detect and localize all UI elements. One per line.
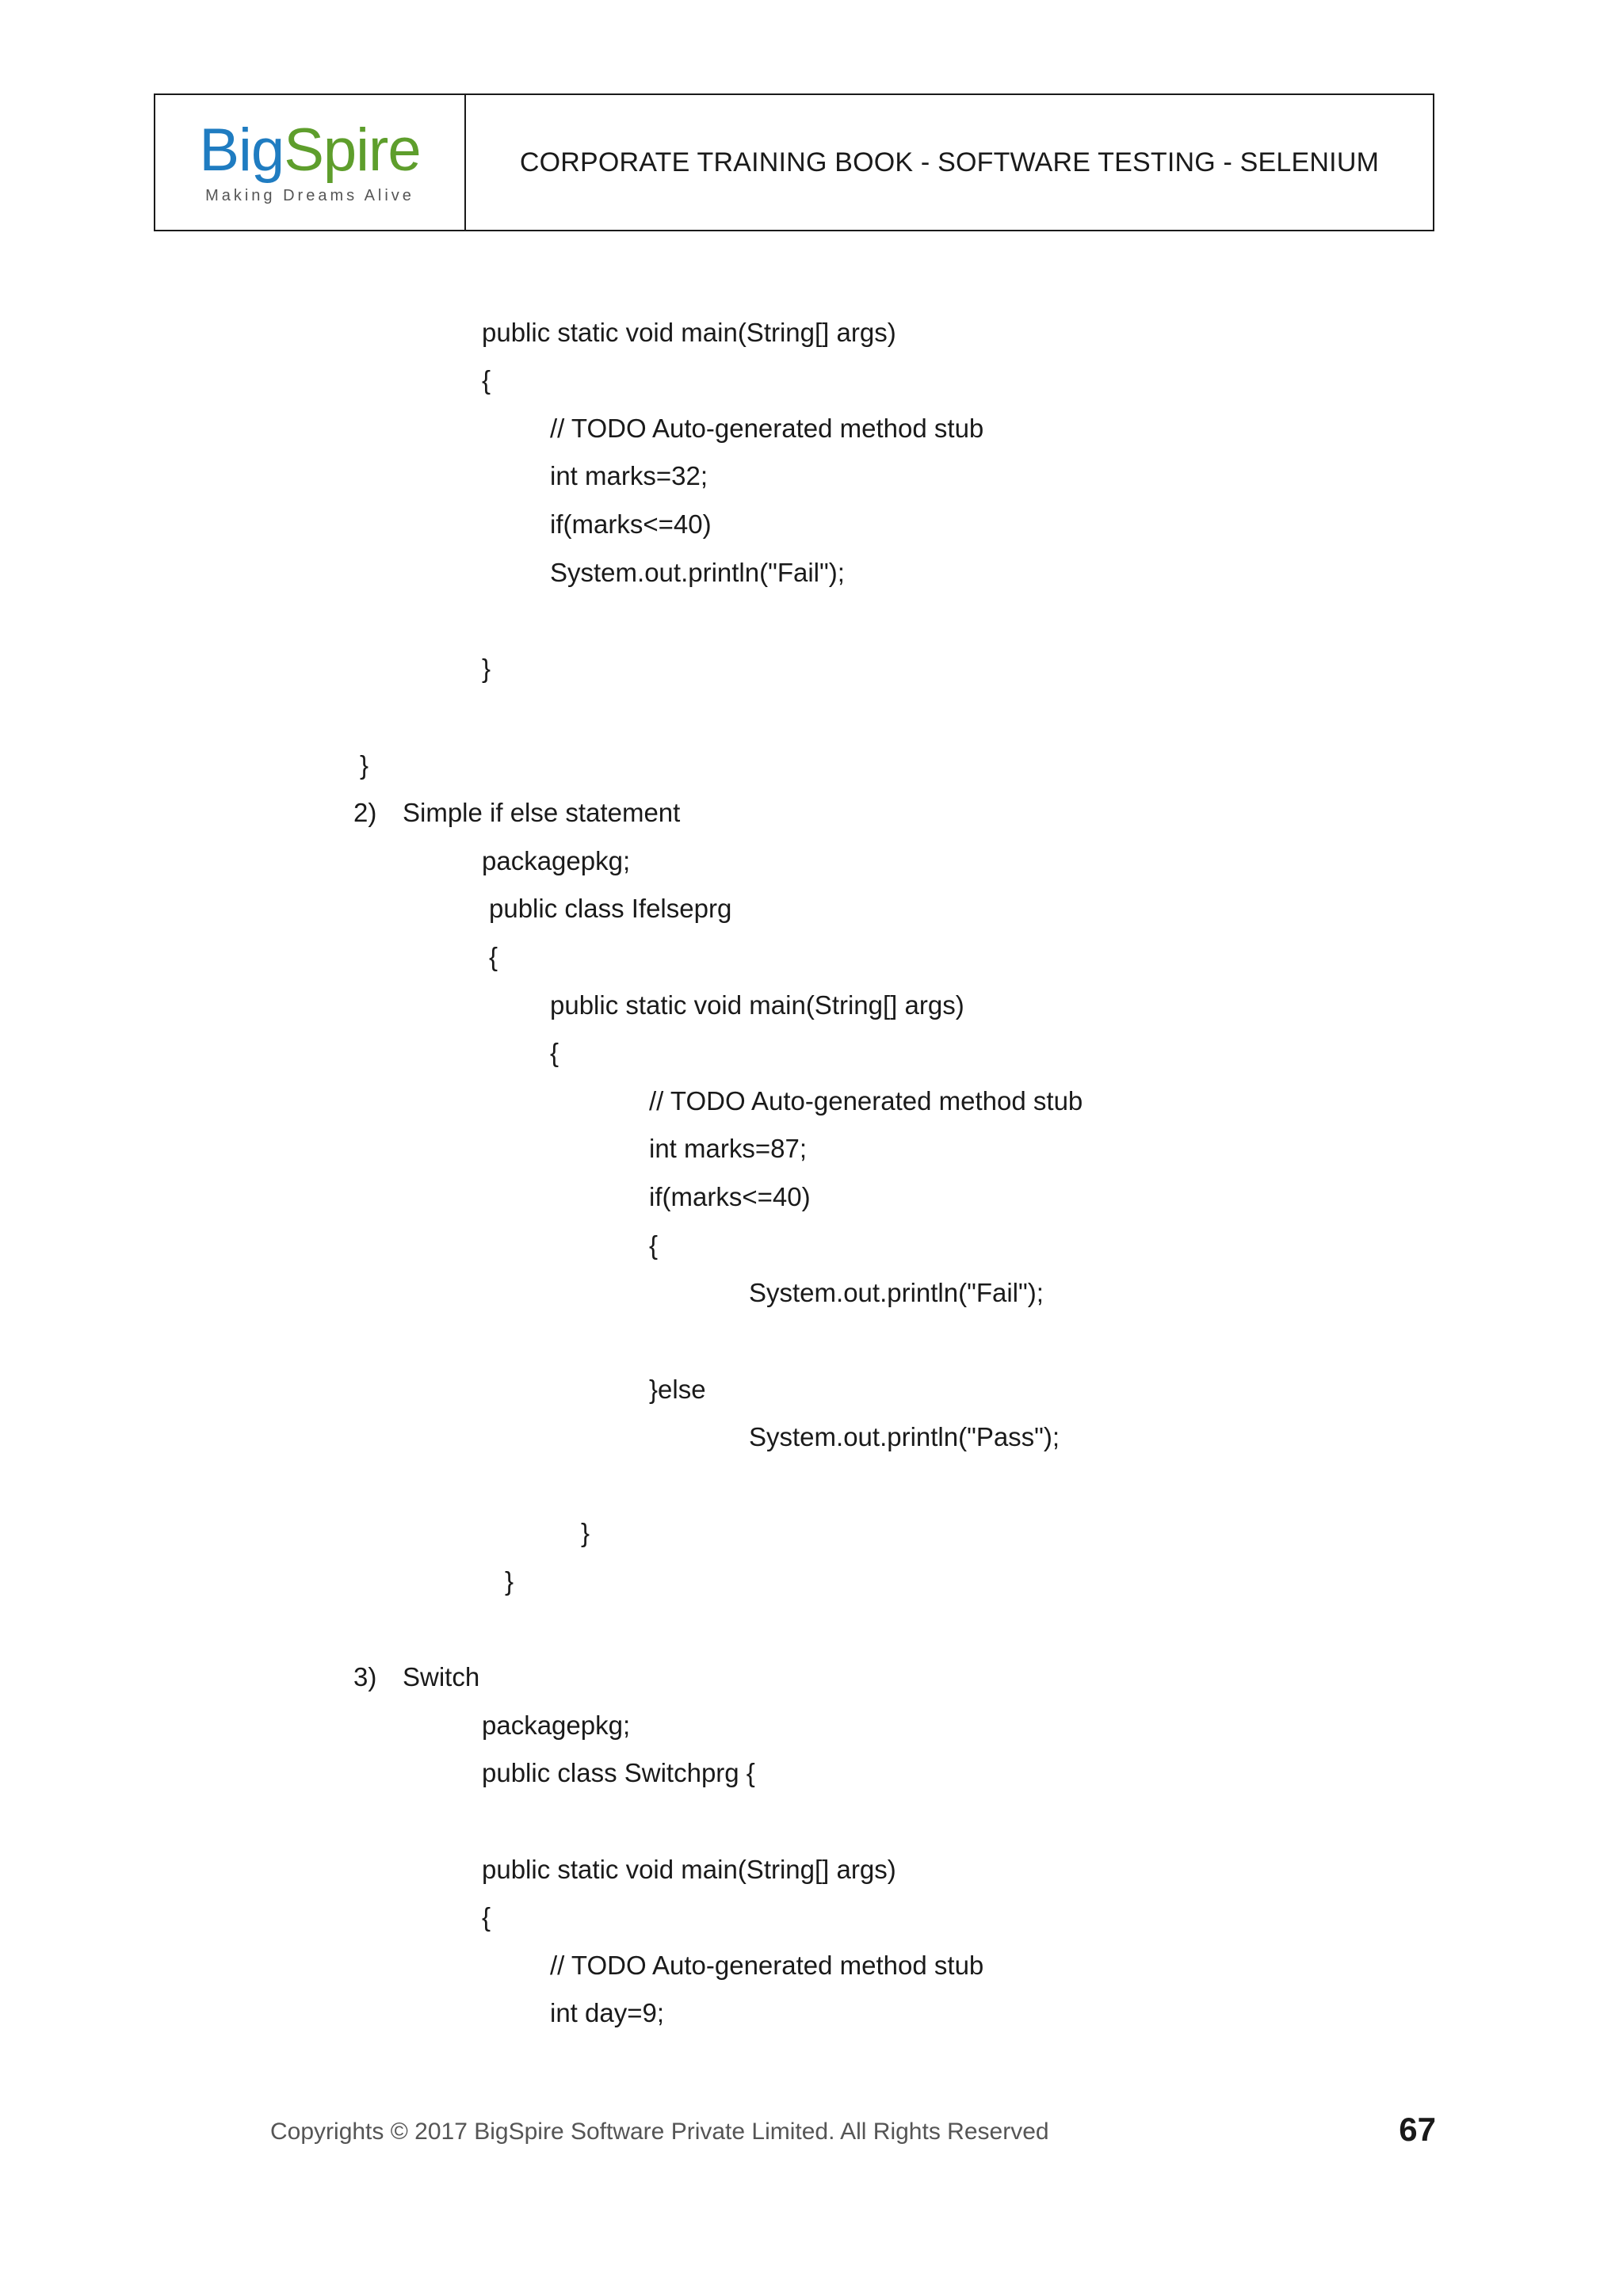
code-line: System.out.println("Fail");: [749, 1278, 1044, 1307]
list-number: 2): [353, 798, 377, 827]
code-line: System.out.println("Fail");: [550, 558, 845, 587]
code-line: public class Switchprg {: [482, 1758, 755, 1787]
code-line: {: [550, 1038, 559, 1067]
book-title: CORPORATE TRAINING BOOK - SOFTWARE TESTING - SELENIUM: [519, 147, 1380, 177]
code-line: // TODO Auto-generated method stub: [550, 1951, 984, 1980]
code-line: packagepkg;: [482, 1711, 631, 1740]
footer-copyright: Copyrights © 2017 BigSpire Software Private Limited. All Rights Reserved: [270, 2119, 1049, 2145]
code-line: {: [482, 365, 491, 395]
logo-wordmark: [199, 116, 421, 184]
code-line: }: [360, 750, 369, 780]
code-line: }: [482, 654, 491, 683]
code-line: int day=9;: [550, 1998, 665, 2027]
code-line: {: [489, 942, 498, 971]
code-line: public class Ifelseprg: [489, 894, 732, 923]
page-number: 67: [1399, 2111, 1436, 2148]
logo-tagline: Making Dreams Alive: [205, 186, 414, 204]
bigspire-logo: [155, 95, 466, 230]
code-line: }: [581, 1518, 590, 1547]
code-line: // TODO Auto-generated method stub: [550, 414, 984, 443]
code-line: public static void main(String[] args): [482, 318, 896, 347]
code-line: {: [482, 1902, 491, 1932]
code-line: {: [649, 1230, 659, 1260]
code-line: // TODO Auto-generated method stub: [649, 1086, 1083, 1116]
code-line: System.out.println("Pass");: [749, 1422, 1060, 1451]
code-line: if(marks<=40): [550, 509, 712, 539]
logo-big-text: Big: [199, 116, 285, 184]
section-heading: Switch: [403, 1662, 480, 1691]
code-line: }: [505, 1566, 514, 1596]
section-heading: Simple if else statement: [403, 798, 681, 827]
code-line: public static void main(String[] args): [482, 1855, 896, 1884]
list-number: 3): [353, 1662, 377, 1691]
code-line: if(marks<=40): [649, 1182, 811, 1211]
code-line: packagepkg;: [482, 846, 631, 875]
code-line: int marks=32;: [550, 461, 708, 490]
page-header: [154, 93, 1434, 231]
logo-spire-text: Spire: [284, 116, 421, 184]
code-line: }else: [649, 1375, 706, 1404]
code-line: int marks=87;: [649, 1134, 807, 1163]
code-line: public static void main(String[] args): [550, 990, 964, 1020]
